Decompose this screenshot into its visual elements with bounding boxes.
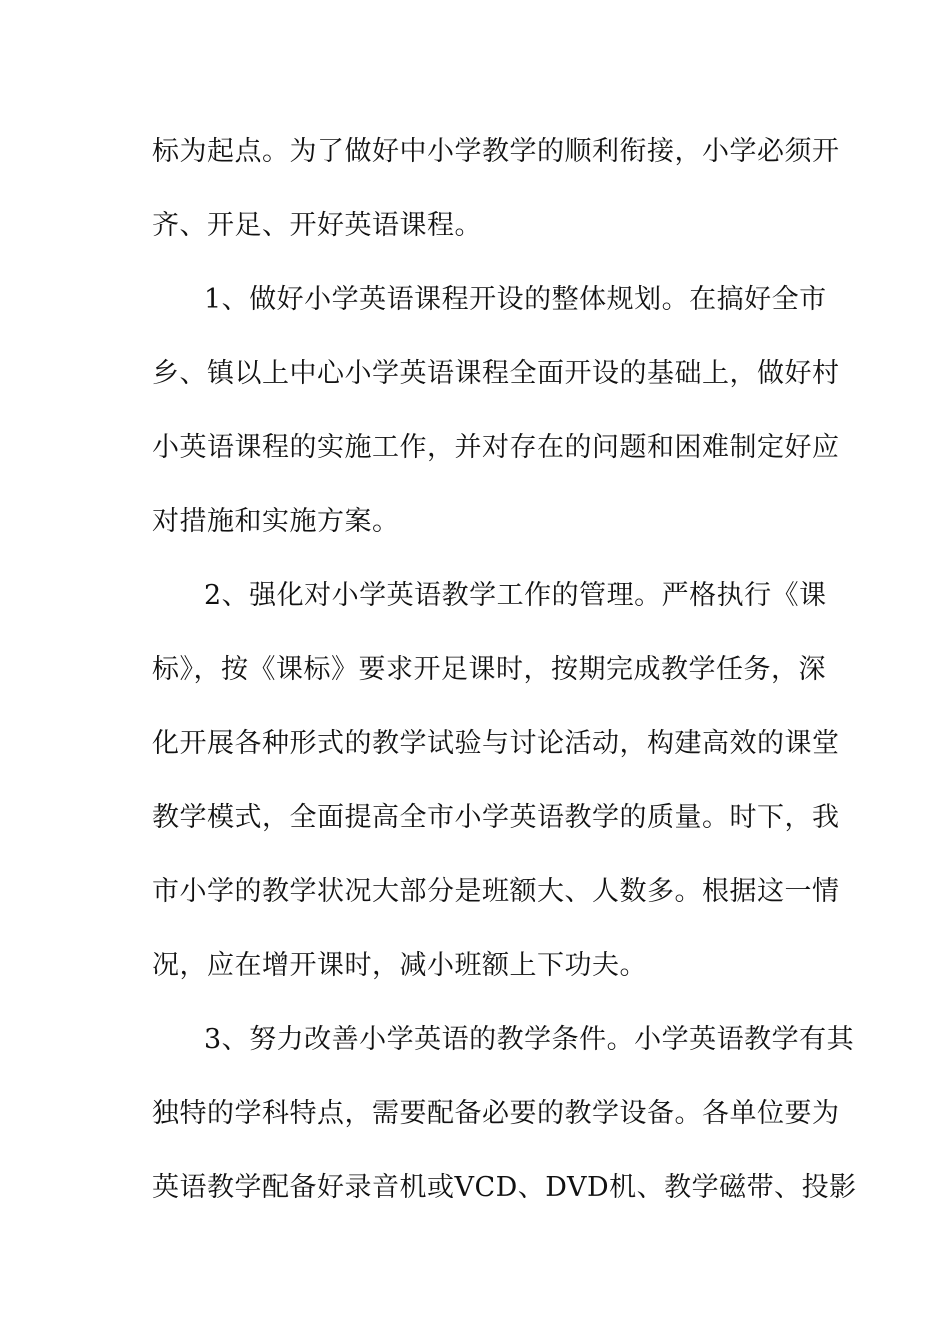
- text-line: 况，应在增开课时，减小班额上下功夫。: [152, 950, 647, 981]
- text-line: 乡、镇以上中心小学英语课程全面开设的基础上，做好村: [152, 358, 840, 389]
- text-line: 英语教学配备好录音机或VCD、DVD机、教学磁带、投影: [152, 1172, 857, 1203]
- text-line: 齐、开足、开好英语课程。: [152, 210, 482, 241]
- text-line: 标为起点。为了做好中小学教学的顺利衔接，小学必须开: [152, 136, 840, 167]
- text-line: 标》，按《课标》要求开足课时，按期完成教学任务，深: [152, 654, 826, 685]
- text-line: 独特的学科特点，需要配备必要的教学设备。各单位要为: [152, 1098, 840, 1129]
- text-line: 市小学的教学状况大部分是班额大、人数多。根据这一情: [152, 876, 840, 907]
- paragraph-2-start: 2、强化对小学英语教学工作的管理。严格执行《课: [204, 580, 827, 611]
- text-line: 对措施和实施方案。: [152, 506, 400, 537]
- paragraph-3-start: 3、努力改善小学英语的教学条件。小学英语教学有其: [204, 1024, 855, 1055]
- text-line: 教学模式，全面提高全市小学英语教学的质量。时下，我: [152, 802, 840, 833]
- text-line: 化开展各种形式的教学试验与讨论活动，构建高效的课堂: [152, 728, 840, 759]
- text-line: 小英语课程的实施工作，并对存在的问题和困难制定好应: [152, 432, 840, 463]
- paragraph-1-start: 1、做好小学英语课程开设的整体规划。在搞好全市: [204, 284, 827, 315]
